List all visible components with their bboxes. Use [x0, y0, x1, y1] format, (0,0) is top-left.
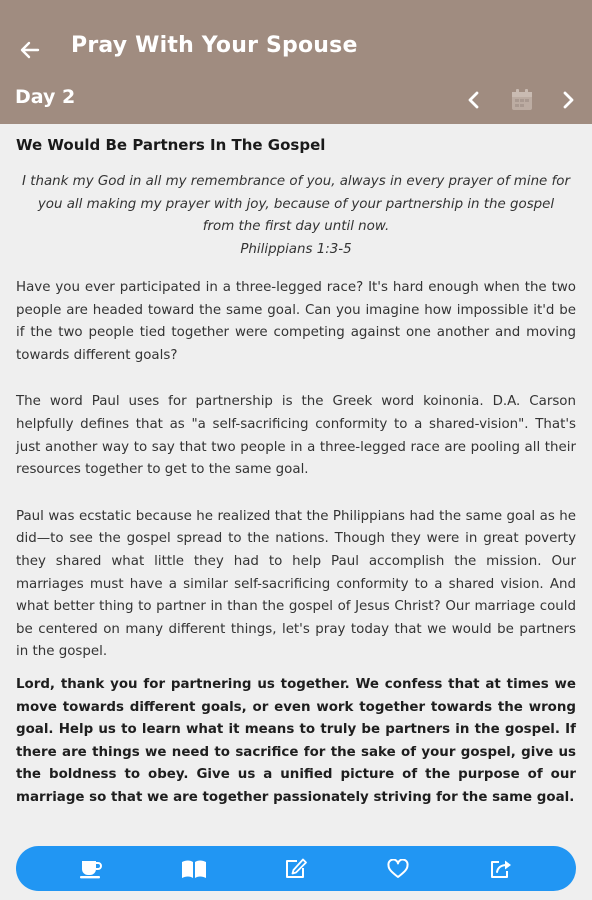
- heart-icon: [387, 859, 409, 879]
- devotional-paragraph: Have you ever participated in a three-legged race? It's hard enough when the two people are headed toward the same goal. Can you imagine how impossible it'd be if the two people tied together were competing against one another and moving towards different goals?: [16, 280, 576, 363]
- favorite-button[interactable]: [378, 849, 418, 889]
- verse-text: I thank my God in all my remembrance of you, always in every prayer of mine for you all making my prayer with joy, because of your partnership in the gospel from the first day until now.: [22, 174, 570, 234]
- devotional-title: We Would Be Partners In The Gospel: [16, 136, 326, 154]
- devotional-paragraph: Paul was ecstatic because he realized that the Philippians had the same goal as he did—to see the gospel spread to the nations. Though they were in great poverty they shared what little they had to help Paul accomplish the mission. Our marriages must have a similar self-sacrificing conformity to a shared vision. And what better thing to partner in than the gospel of Jesus Christ? Our marriage could be centered on many different things, let's pray today that we would be partners in the gospel.: [16, 508, 576, 660]
- chevron-right-icon: [561, 91, 575, 109]
- share-button[interactable]: [481, 849, 521, 889]
- edit-note-icon: [284, 858, 308, 880]
- app-bar: [0, 0, 592, 124]
- notes-button[interactable]: [276, 849, 316, 889]
- coffee-cup-icon: [79, 858, 103, 880]
- day-label: Day 2: [15, 86, 76, 108]
- devotion-button[interactable]: [71, 849, 111, 889]
- chevron-left-icon: [467, 91, 481, 109]
- share-icon: [489, 858, 513, 880]
- open-book-icon: [181, 859, 207, 879]
- back-button[interactable]: [14, 34, 46, 66]
- next-day-button[interactable]: [555, 86, 581, 114]
- prayer-text: Lord, thank you for partnering us together. We confess that at times we move towards different goals, or even work together towards the wrong goal. Help us to learn what it means to truly be partners in the gospel. If there are things we need to sacrifice for the sake of your gospel, give us the boldness to obey. Give us a unified picture of the purpose of our marriage so that we are together passionately striving for the same goal.: [16, 676, 576, 805]
- calendar-icon: [510, 88, 534, 112]
- arrow-left-icon: [20, 40, 40, 60]
- devotional-content: [16, 124, 576, 809]
- calendar-button[interactable]: [507, 85, 537, 115]
- verse-reference: Philippians 1:3-5: [240, 241, 352, 257]
- bible-button[interactable]: [174, 849, 214, 889]
- app-title: Pray With Your Spouse: [71, 33, 358, 58]
- devotional-paragraph: The word Paul uses for partnership is the Greek word koinonia. D.A. Carson helpfully defines that as "a self-sacrificing conformity to a shared-vision". That's just another way to say that two people in a three-legged race are pooling all their resources together to get to the same goal.: [16, 394, 576, 478]
- scripture-verse: [22, 171, 570, 261]
- bottom-action-bar: [16, 846, 576, 891]
- previous-day-button[interactable]: [461, 86, 487, 114]
